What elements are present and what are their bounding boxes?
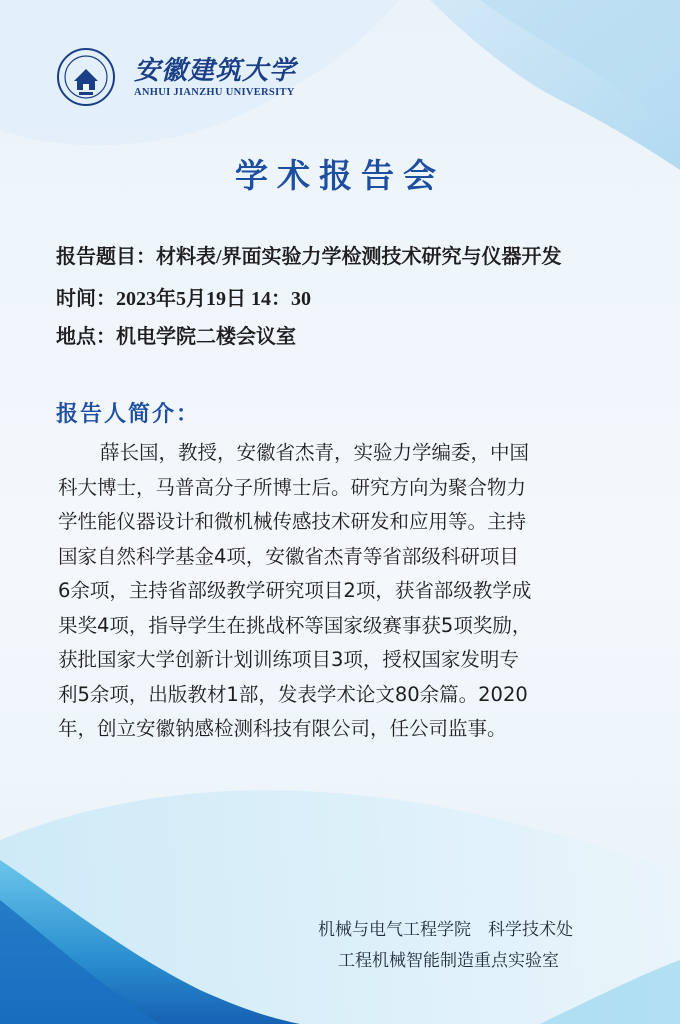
bio-line: 6余项，主持省部级教学研究项目2项，获省部级教学成	[58, 579, 532, 602]
bio-line: 获批国家大学创新计划训练项目3项，授权国家发明专	[58, 648, 519, 671]
bio-line: 国家自然科学基金4项，安徽省杰青等省部级科研项目	[58, 544, 519, 568]
speaker-bio	[58, 436, 630, 747]
bio-line: 薛长国，教授，安徽省杰青，实验力学编委，中国	[100, 441, 530, 464]
organizer-line-1: 机械与电气工程学院 科学技术处	[318, 920, 573, 940]
university-seal-icon	[56, 47, 116, 107]
bio-line: 学性能仪器设计和微机械传感技术研发和应用等。主持	[58, 510, 527, 533]
report-time: 时间：2023年5月19日 14：30	[56, 288, 311, 310]
bio-line: 年，创立安徽钠感检测科技有限公司，任公司监事。	[58, 717, 507, 740]
university-name-cn: 安徽建筑大学	[134, 56, 297, 86]
speaker-intro-heading: 报告人简介：	[56, 402, 201, 427]
bio-line: 利5余项，出版教材1部，发表学术论文80余篇。2020	[58, 682, 528, 706]
page-title: 学术报告会	[235, 156, 445, 195]
report-topic: 报告题目：材料表/界面实验力学检测技术研究与仪器开发	[56, 246, 562, 268]
university-name-en: ANHUI JIANZHU UNIVERSITY	[134, 87, 295, 98]
bio-line: 果奖4项，指导学生在挑战杯等国家级赛事获5项奖励，	[58, 613, 532, 637]
organizer-line-2: 工程机械智能制造重点实验室	[338, 951, 559, 971]
bio-line: 科大博士，马普高分子所博士后。研究方向为聚合物力	[58, 475, 527, 499]
report-location: 地点：机电学院二楼会议室	[56, 326, 296, 348]
